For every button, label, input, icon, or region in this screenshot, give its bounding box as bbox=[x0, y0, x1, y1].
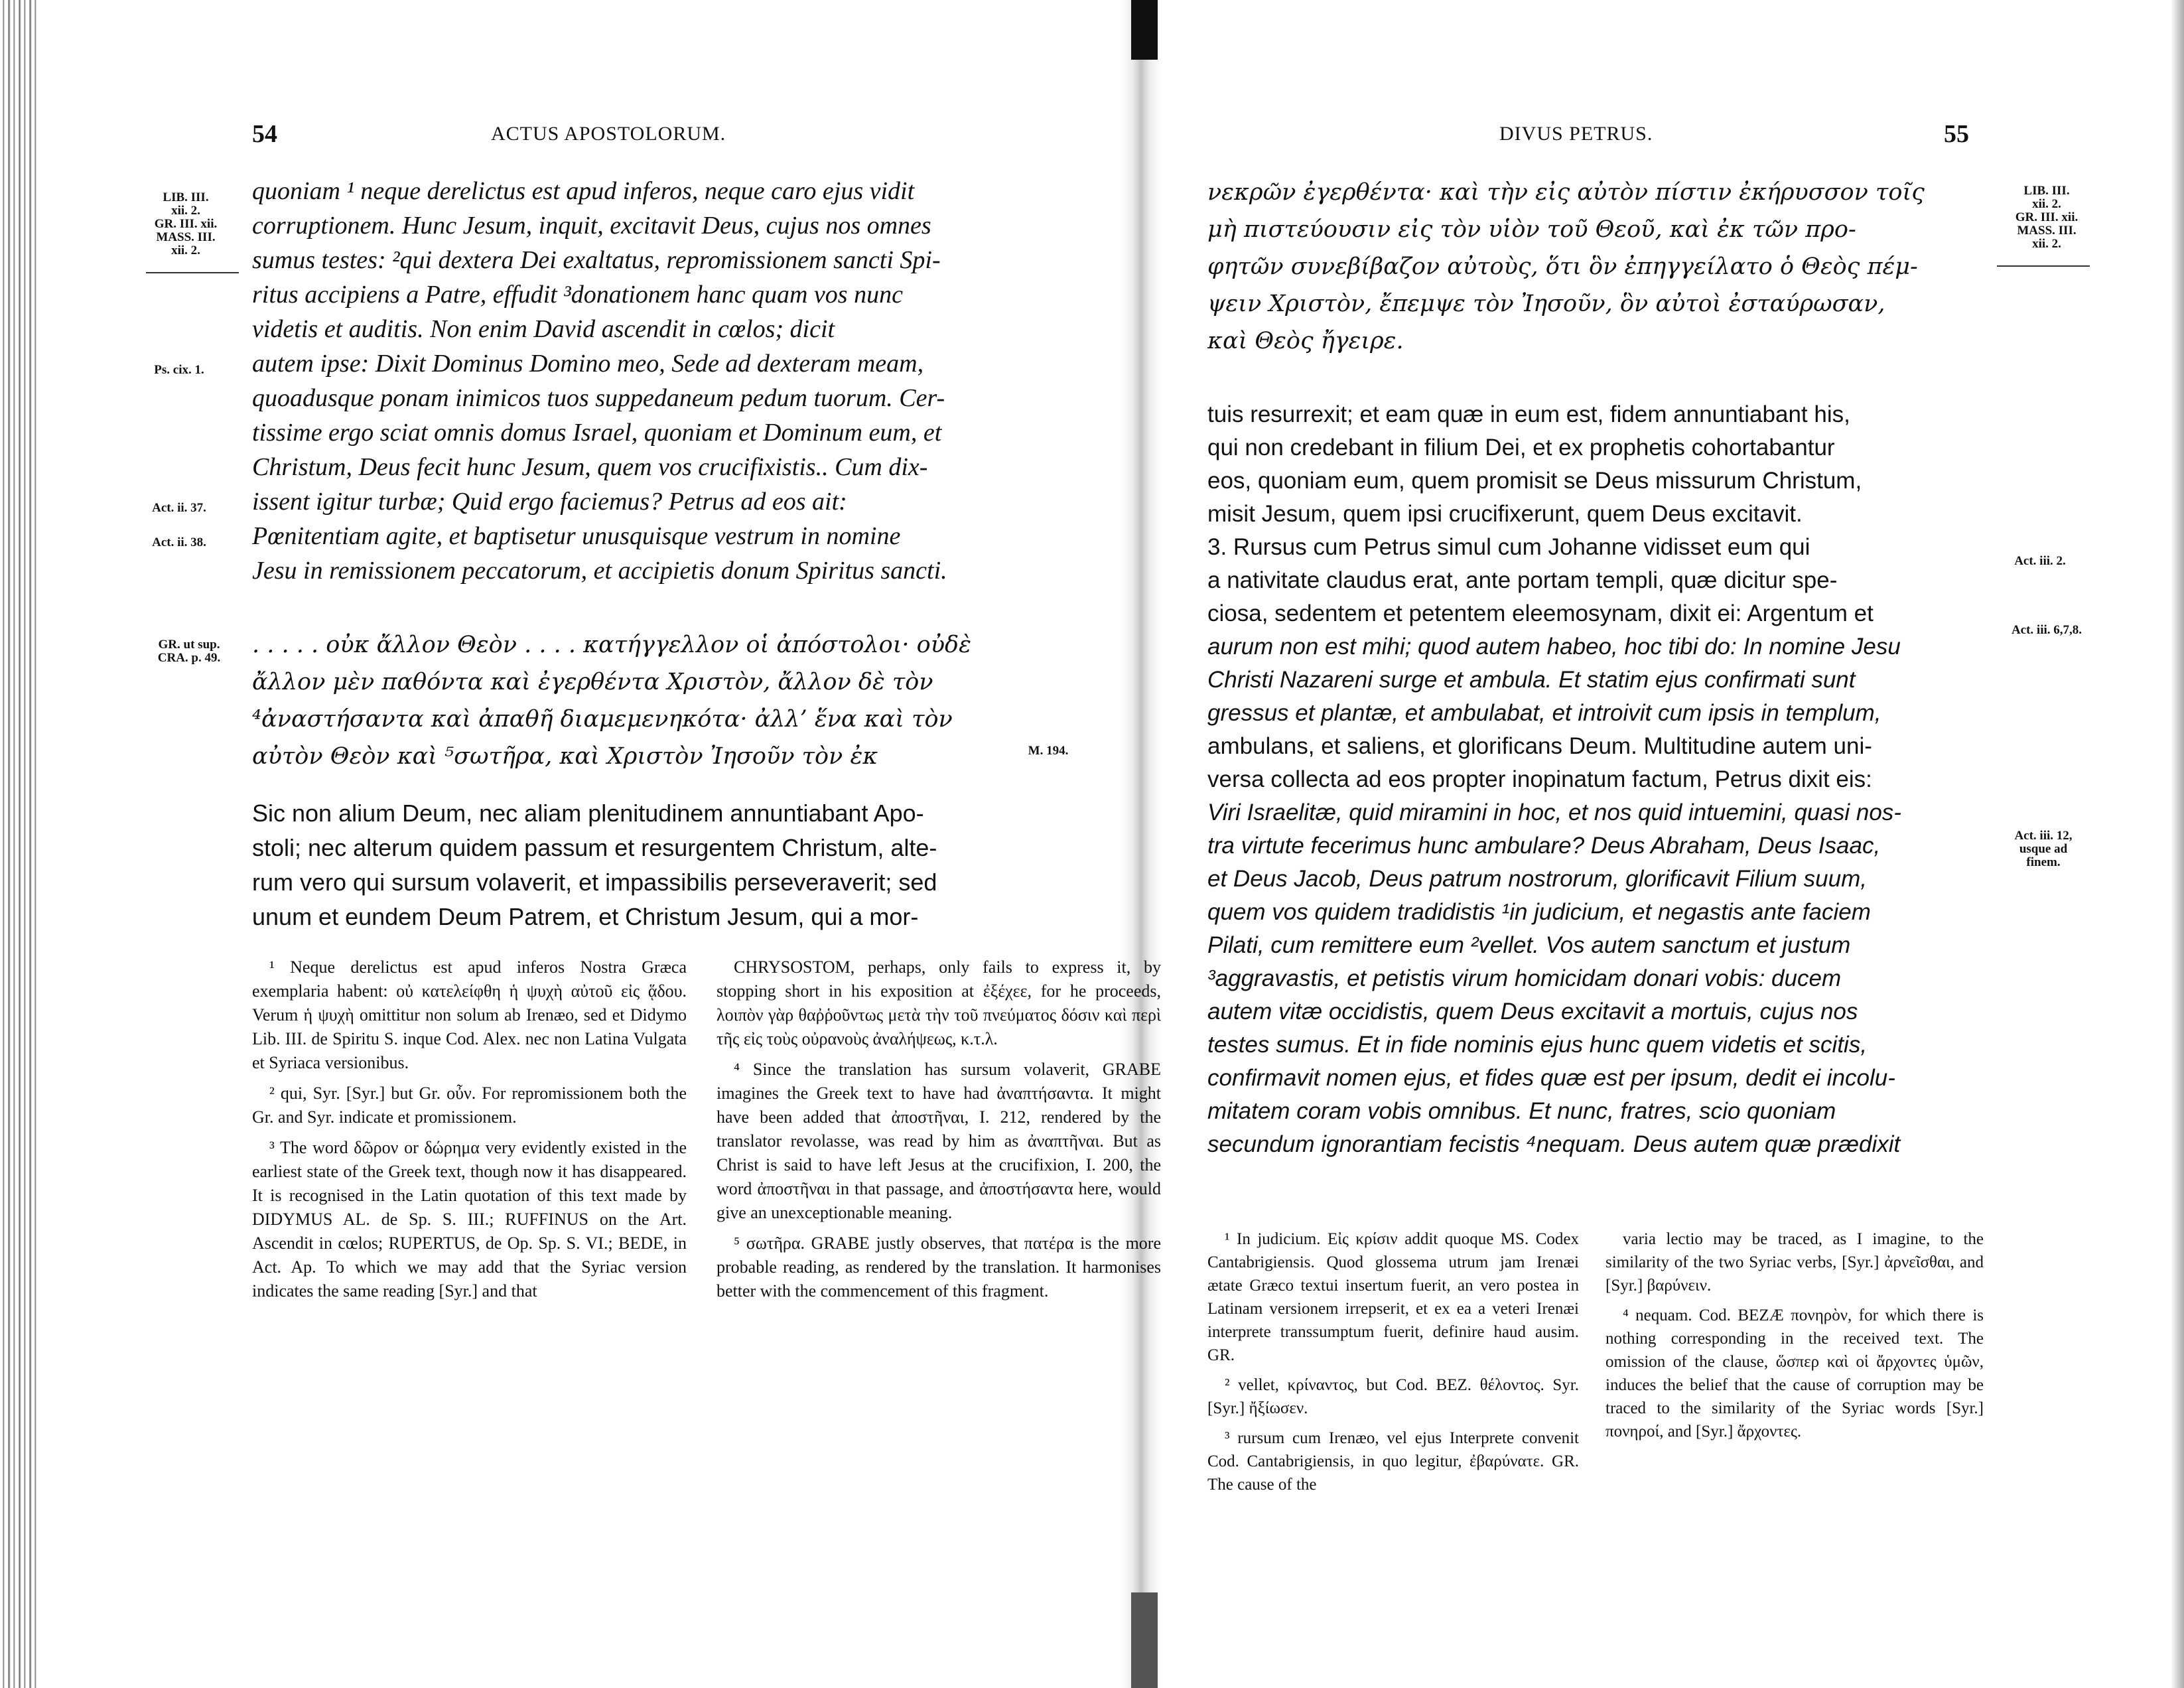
text-line: Viri Israelitæ, quid miramini in hoc, et nos quid intuemini, quasi nos- bbox=[1207, 800, 1901, 825]
text-line: secundum ignorantiam fecistis ⁴nequam. Deus autem quæ prædixit bbox=[1207, 1131, 1901, 1157]
text-line: gressus et plantæ, et ambulabat, et introivit cum ipsis in templum, bbox=[1207, 700, 1881, 726]
text-line: ³aggravastis, et petistis virum homicidam donari vobis: ducem bbox=[1207, 965, 1842, 991]
gutter-shadow-top bbox=[1131, 0, 1158, 60]
text-line: a nativitate claudus erat, ante portam templi, quæ dicitur spe- bbox=[1207, 567, 1838, 593]
greek-fragment bbox=[252, 626, 1161, 775]
text-line: ciosa, sedentem et petentem eleemosynam, dixit ei: Argentum et bbox=[1207, 600, 1874, 626]
text-line: autem vitæ occidistis, quem Deus excitavit a mortuis, cujus nos bbox=[1207, 999, 1858, 1024]
text-line: Christum, Deus fecit hunc Jesum, quem vos crucifixistis.. Cum dix- bbox=[252, 453, 928, 481]
text-line: tra virtute fecerimus hunc ambulare? Deus Abraham, Deus Isaac, bbox=[1207, 833, 1881, 859]
text-line: qui non credebant in filium Dei, et ex prophetis cohortabantur bbox=[1207, 435, 1835, 460]
text-line: unum et eundem Deum Patrem, et Christum Jesum, qui a mor- bbox=[252, 903, 919, 930]
text-line: Pœnitentiam agite, et baptisetur unusquisque vestrum in nomine bbox=[252, 522, 901, 550]
text-line: tuis resurrexit; et eam quæ in eum est, fidem annuntiabant his, bbox=[1207, 401, 1850, 427]
greek-line: ἄλλον μὲν παθόντα καὶ ἐγερθέντα Χριστὸν, ἄλλον δὲ τὸν bbox=[252, 669, 933, 695]
latin-text-2 bbox=[252, 796, 1161, 934]
greek-line: αὐτὸν Θεὸν καὶ ⁵σωτῆρα, καὶ Χριστὸν Ἰησοῦν τὸν ἐκ bbox=[252, 743, 878, 770]
footnote: CHRYSOSTOM, perhaps, only fails to express it, by stopping short in his exposition at ἐξέχεε, for he proceeds, λοιπὸν γὰρ θαῤῥοῦντως μετὰ τὴν τοῦ πνεύματος δόσιν καὶ περὶ τῆς εἰς τοὺς οὐρανοὺς ἀναλήψεως, κ.τ.λ. bbox=[717, 957, 1161, 1048]
footnote: ² vellet, κρίναντος, but Cod. BEZ. θέλοντος. Syr. [Syr.] ἤξίωσεν. bbox=[1207, 1376, 1579, 1417]
text-line: autem ipse: Dixit Dominus Domino meo, Sede ad dexteram meam, bbox=[252, 350, 924, 378]
footnote: ¹ In judicium. Εἰς κρίσιν addit quoque MS. Codex Cantabrigiensis. Quod glossema utrum jam Irenæi ætate Græco textui insertum fuerit, an vero postea in Latinam versionem irrepserit, et ex ea a veteri Irenæi interprete transsumptum fuerit, definire haud ausim. GR. bbox=[1207, 1230, 1579, 1364]
latin-text-1 bbox=[252, 174, 1161, 588]
text-line: misit Jesum, quem ipsi crucifixerunt, quem Deus excitavit. bbox=[1207, 501, 1803, 527]
greek-continuation bbox=[1207, 174, 1980, 360]
text-line: videtis et auditis. Non enim David ascendit in cœlos; dicit bbox=[252, 315, 835, 343]
book-right-edge bbox=[2171, 0, 2184, 1688]
greek-line: νεκρῶν ἐγερθέντα· καὶ τὴν εἰς αὐτὸν πίστιν ἐκήρυσσον τοῖς bbox=[1207, 179, 1925, 206]
text-line: quoadusque ponam inimicos tuos suppedaneum pedum tuorum. Cer- bbox=[252, 384, 945, 412]
text-line: aurum non est mihi; quod autem habeo, hoc tibi do: In nomine Jesu bbox=[1207, 634, 1901, 660]
footnotes-col-1 bbox=[1207, 1228, 1579, 1503]
sidenote-acts-iii-6: Act. iii. 6,7,8. bbox=[2011, 623, 2082, 637]
footnotes-col-2 bbox=[717, 955, 1161, 1310]
greek-line: μὴ πιστεύουσιν εἰς τὸν υἱὸν τοῦ Θεοῦ, καὶ ἐκ τῶν προ- bbox=[1207, 216, 1856, 243]
greek-line: καὶ Θεὸς ἤγειρε. bbox=[1207, 328, 1404, 354]
sidenote-acts-iii-12: Act. iii. 12, usque ad finem. bbox=[2014, 829, 2073, 869]
text-line: ambulans, et saliens, et glorificans Deum. Multitudine autem uni- bbox=[1207, 733, 1872, 759]
text-line: mitatem coram vobis omnibus. Et nunc, fratres, scio quoniam bbox=[1207, 1098, 1836, 1124]
footnotes-col-2 bbox=[1605, 1228, 1984, 1450]
sidenote-acts-38: Act. ii. 38. bbox=[152, 535, 206, 549]
text-line: Christi Nazareni surge et ambula. Et statim ejus confirmati sunt bbox=[1207, 667, 1856, 693]
footnote: varia lectio may be traced, as I imagine, to the similarity of the two Syriac verbs, [Syr.] ἀρνεῖσθαι, and [Syr.] βαρύνειν. bbox=[1605, 1230, 1984, 1295]
text-line: tissime ergo sciat omnis domus Israel, quoniam et Dominum eum, et bbox=[252, 419, 942, 447]
sidenote-massuet: M. 194. bbox=[1028, 744, 1069, 758]
sidenote-rule bbox=[146, 272, 239, 273]
footnotes-col-1 bbox=[252, 955, 687, 1310]
page-number: 55 bbox=[1944, 120, 1969, 148]
footnote: ⁴ nequam. Cod. BEZÆ πονηρὸν, for which there is nothing corresponding in the received text. The omission of the clause, ὥσπερ καὶ οἱ ἄρχοντες ὑμῶν, induces the belief that the cause of corruption may be traced to the similarity of the Syriac words [Syr.] πονηροί, and [Syr.] ἄρχοντες. bbox=[1605, 1306, 1984, 1441]
running-head: ACTUS APOSTOLORUM. bbox=[491, 123, 726, 145]
text-line: rum vero qui sursum volaverit, et impassibilis perseveraverit; sed bbox=[252, 869, 937, 896]
footnote: ⁴ Since the translation has sursum volaverit, GRABE imagines the Greek text to have had ἀναπτήσαντα. It might have been added that ἀποστῆναι, I. 212, rendered by the translator revolasse, was read by him as ἀναπτῆναι. But as Christ is said to have left Jesus at the crucifixion, I. 200, the word ἀποστῆναι in that passage, and ἀποστήσαντα here, would give an unexceptionable meaning. bbox=[717, 1060, 1161, 1222]
text-line: confirmavit nomen ejus, et fides quæ est per ipsum, dedit ei incolu- bbox=[1207, 1065, 1895, 1091]
text-line: Jesu in remissionem peccatorum, et accipietis donum Spiritus sancti. bbox=[252, 557, 947, 585]
book-spine-edge bbox=[0, 0, 40, 1688]
running-head: DIVUS PETRUS. bbox=[1499, 123, 1653, 145]
footnote: ² qui, Syr. [Syr.] but Gr. οὖν. For repromissionem both the Gr. and Syr. indicate et promissionem. bbox=[252, 1084, 687, 1127]
sidenote-book-ref: LIB. III. xii. 2. GR. III. xii. MASS. III. xii. 2. bbox=[2015, 184, 2079, 251]
sidenote-acts-37: Act. ii. 37. bbox=[152, 501, 206, 515]
text-line: Pilati, cum remittere eum ²vellet. Vos autem sanctum et justum bbox=[1207, 932, 1851, 958]
text-line: sumus testes: ²qui dextera Dei exaltatus, repromissionem sancti Spi- bbox=[252, 246, 941, 274]
text-line: quoniam ¹ neque derelictus est apud inferos, neque caro ejus vidit bbox=[252, 177, 915, 205]
sidenote-acts-iii-2: Act. iii. 2. bbox=[2014, 554, 2066, 568]
footnote: ³ The word δῶρον or δώρημα very evidently existed in the earliest state of the Greek text, though now it has disappeared. It is recognised in the Latin quotation of this text made by DIDYMUS AL. de Sp. S. III.; RUFFINUS on the Art. Ascendit in cœlos; RUPERTUS, de Op. Sp. S. VI.; BEDE, in Act. Ap. To which we may add that the Syriac version indicates the same reading [Syr.] and that bbox=[252, 1138, 687, 1301]
greek-line: . . . . . οὐκ ἄλλον Θεὸν . . . . κατήγγελλον οἱ ἀπόστολοι· οὐδὲ bbox=[252, 632, 971, 658]
sidenote-rule bbox=[1997, 265, 2090, 267]
greek-line: ⁴ἀναστήσαντα καὶ ἀπαθῆ διαμεμενηκότα· ἀλλ’ ἕνα καὶ τὸν bbox=[252, 706, 953, 733]
text-line: testes sumus. Et in fide nominis ejus hunc quem videtis et scitis, bbox=[1207, 1032, 1868, 1058]
text-line: et Deus Jacob, Deus patrum nostrorum, glorificavit Filium suum, bbox=[1207, 866, 1867, 892]
text-line: Sic non alium Deum, nec aliam plenitudinem annuntiabant Apo- bbox=[252, 800, 924, 827]
text-line: 3. Rursus cum Petrus simul cum Johanne vidisset eum qui bbox=[1207, 534, 1810, 560]
text-line: versa collecta ad eos propter inopinatum factum, Petrus dixit eis: bbox=[1207, 766, 1872, 792]
footnote: ³ rursum cum Irenæo, vel ejus Interprete convenit Cod. Cantabrigiensis, in quo legitur, ἐβαρύνατε. GR. The cause of the bbox=[1207, 1429, 1579, 1494]
text-line: issent igitur turbæ; Quid ergo faciemus? Petrus ad eos ait: bbox=[252, 488, 847, 516]
greek-line: ψειν Χριστὸν, ἔπεμψε τὸν Ἰησοῦν, ὃν αὐτοὶ ἐσταύρωσαν, bbox=[1207, 291, 1885, 317]
sidenote-psalm: Ps. cix. 1. bbox=[154, 363, 204, 377]
text-line: quem vos quidem tradidistis ¹in judicium, et negastis ante faciem bbox=[1207, 899, 1871, 925]
footnote: ⁵ σωτῆρα. GRABE justly observes, that πατέρα is the more probable reading, as rendered by the translation. It harmonises better with the commencement of this fragment. bbox=[717, 1233, 1161, 1301]
latin-text bbox=[1207, 398, 1980, 1161]
footnote: ¹ Neque derelictus est apud inferos Nostra Græca exemplaria habent: οὐ κατελείφθη ἡ ψυχὴ αὐτοῦ εἰς ᾅδου. Verum ἡ ψυχὴ omittitur non solum ab Irenæo, sed et Didymo Lib. III. de Spiritu S. inque Cod. Alex. nec non Latina Vulgata et Syriaca versionibus. bbox=[252, 957, 687, 1072]
text-line: ritus accipiens a Patre, effudit ³donationem hanc quam vos nunc bbox=[252, 281, 903, 309]
text-line: stoli; nec alterum quidem passum et resurgentem Christum, alte- bbox=[252, 834, 937, 861]
text-line: corruptionem. Hunc Jesum, inquit, excitavit Deus, cujus nos omnes bbox=[252, 212, 931, 240]
sidenote-book-ref: LIB. III. xii. 2. GR. III. xii. MASS. III. xii. 2. bbox=[154, 190, 218, 257]
text-line: eos, quoniam eum, quem promisit se Deus missurum Christum, bbox=[1207, 468, 1862, 494]
page-number: 54 bbox=[252, 120, 277, 148]
sidenote-grabe: GR. ut sup. CRA. p. 49. bbox=[157, 638, 221, 665]
gutter-shadow-bottom bbox=[1131, 1592, 1158, 1688]
greek-line: φητῶν συνεβίβαζον αὐτοὺς, ὅτι ὃν ἐπηγγείλατο ὁ Θεὸς πέμ- bbox=[1207, 253, 1918, 280]
